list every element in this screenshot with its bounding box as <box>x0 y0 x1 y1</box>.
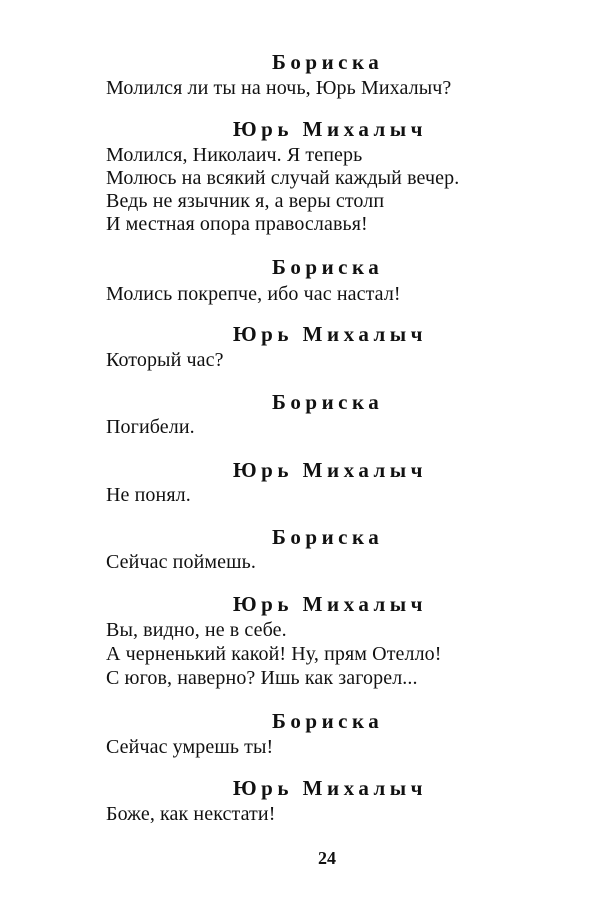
speaker-name: Юрь Михалыч <box>233 776 428 800</box>
dialogue-line: Боже, как некстати! <box>106 803 276 825</box>
dialogue-line: Не понял. <box>106 484 191 506</box>
dialogue-line: Молись покрепче, ибо час настал! <box>106 283 401 305</box>
dialogue-line: Вы, видно, не в себе. <box>106 619 287 641</box>
speaker-name: Бориска <box>272 390 384 414</box>
speaker-name: Юрь Михалыч <box>233 458 428 482</box>
dialogue-line: Погибели. <box>106 416 195 438</box>
dialogue-line: Сейчас поймешь. <box>106 551 256 573</box>
speaker-name: Юрь Михалыч <box>233 322 428 346</box>
speaker-name: Бориска <box>272 255 384 279</box>
dialogue-line: Молился, Николаич. Я теперь <box>106 144 363 166</box>
dialogue-line: Молился ли ты на ночь, Юрь Михалыч? <box>106 77 452 99</box>
speaker-name: Бориска <box>272 50 384 74</box>
dialogue-line: Сейчас умрешь ты! <box>106 736 274 758</box>
speaker-name: Бориска <box>272 525 384 549</box>
speaker-name: Бориска <box>272 709 384 733</box>
speaker-name: Юрь Михалыч <box>233 592 428 616</box>
dialogue-line: И местная опора православья! <box>106 213 368 235</box>
speaker-name: Юрь Михалыч <box>233 117 428 141</box>
dialogue-line: С югов, наверно? Ишь как загорел... <box>106 667 418 689</box>
dialogue-line: Который час? <box>106 349 224 371</box>
dialogue-line: Молюсь на всякий случай каждый вечер. <box>106 167 460 189</box>
page-number: 24 <box>318 848 336 868</box>
dialogue-line: А черненький какой! Ну, прям Отелло! <box>106 643 442 665</box>
dialogue-line: Ведь не язычник я, а веры столп <box>106 190 385 212</box>
